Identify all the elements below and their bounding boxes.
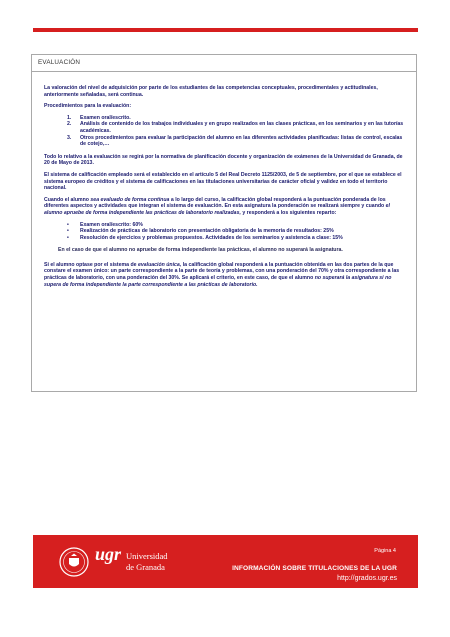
regulation-paragraph: Todo lo relativo a la evaluación se regirá por la normativa de planificación docente y organización de exámenes de la Universidad de Granada, de 20 de Mayo de 2013.	[44, 153, 403, 167]
procedures-list	[44, 115, 407, 148]
single-evaluation-paragraph: Si el alumno optase por el sistema de evaluación única, la calificación global responderá a la puntuación obtenida en las dos partes de la que constare el examen único: un parte correspondiente a la parte de teoría y problemas, con una ponderación del 70% y otra correspondiente a las prácticas de laboratorio, con una ponderación del 30%. Se aplicará el criterio, en este caso, de que el alumno no superará la asignatura si no supera de forma independiente la parte correspondiente a las prácticas de laboratorio.	[44, 261, 400, 288]
continuous-paragraph: Cuando el alumno sea evaluado de forma continua a lo largo del curso, la calificación global responderá a la puntuación ponderada de los diferentes aspectos y actividades que integran el sistema de evaluación. En esta asignatura la ponderación se realizará siempre y cuando el alumno apruebe de forma independiente las prácticas de laboratorio realizadas, y responderá a los siguientes reparto:	[44, 196, 390, 216]
list-item: 3. Otros procedimientos para evaluar la participación del alumno en las diferentes actividades planificadas: listas de control, escalas de cotejo,…	[67, 134, 403, 148]
evaluation-section	[31, 54, 417, 392]
section-header	[32, 55, 416, 72]
footer-banner	[33, 535, 418, 588]
list-item: 1. Examen oral/escrito.	[67, 114, 131, 121]
info-title: INFORMACIÓN SOBRE TITULACIONES DE LA UGR	[232, 565, 397, 572]
intro-paragraph: La valoración del nivel de adquisición por parte de los estudiantes de las competencias conceptuales, procedimentales y actitudinales, anteriormente señaladas, será continua.	[44, 85, 378, 98]
practice-note: En el caso de que el alumno no apruebe de forma independiente las prácticas, el alumno no superará la asignatura.	[58, 247, 343, 254]
university-seal-icon	[59, 547, 89, 577]
section-content	[44, 85, 407, 293]
page-number: Página 4	[374, 548, 396, 554]
section-title: EVALUACIÓN	[38, 59, 81, 66]
university-name: Universidad de Granada	[126, 551, 168, 572]
weights-list	[44, 222, 407, 242]
list-item: • Resolución de ejercicios y problemas propuestos. Actividades de los seminarios y asistencia a clase: 15%	[67, 234, 343, 241]
ugr-logo: ugr	[95, 544, 122, 564]
list-item: • Examen oral/escrito: 60%	[67, 221, 143, 228]
list-item: • Realización de prácticas de laboratorio con presentación obligatoria de la memoria de resultados: 25%	[67, 228, 334, 235]
grading-paragraph: El sistema de calificación empleado será el establecido en el artículo 5 del Real Decreto 1125/2003, de 5 de septiembre, por el que se establece el sistema europeo de créditos y el sistema de calificaciones en las titulaciones universitarias de carácter oficial y validez en todo el territorio nacional.	[44, 171, 402, 192]
list-item: 2. Análisis de contenido de los trabajos individuales y en grupo realizados en las clases prácticas, en los seminarios y en las tutorías académicas.	[67, 121, 404, 134]
top-accent-bar	[33, 28, 418, 32]
grados-link[interactable]: http://grados.ugr.es	[337, 575, 397, 582]
procedures-label: Procedimientos para la evaluación:	[44, 103, 132, 110]
